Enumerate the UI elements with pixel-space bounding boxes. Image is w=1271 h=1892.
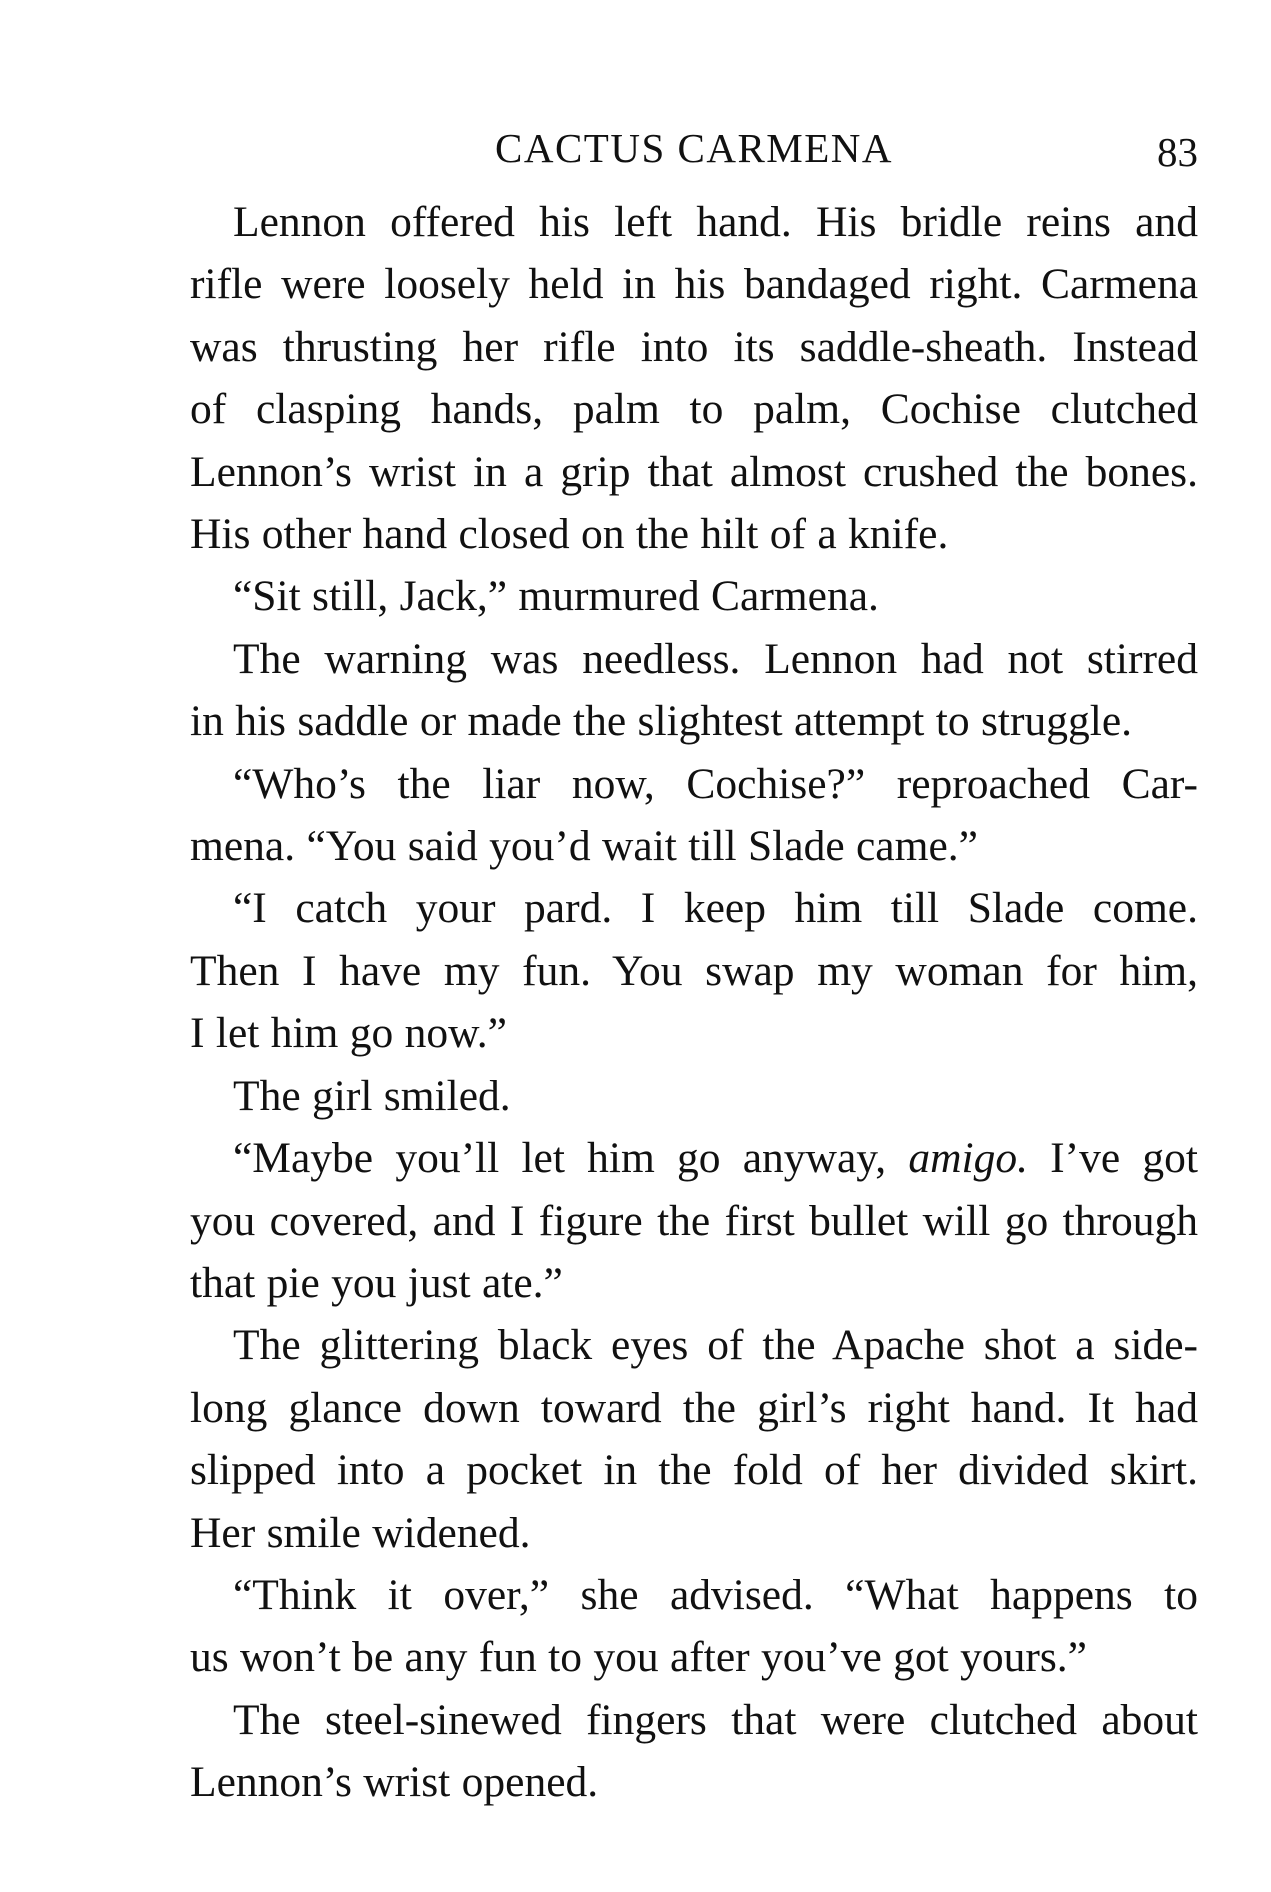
italic-word: amigo. (908, 1134, 1028, 1183)
text-line: “Sit still, Jack,” murmured Carmena. (233, 572, 879, 621)
text-line: long glance down toward the girl’s right hand. It had (190, 1383, 1198, 1432)
text-line: was thrusting her rifle into its saddle-sheath. Instead (190, 322, 1198, 371)
paragraph (190, 753, 1198, 878)
text-line: The glittering black eyes of the Apache shot a side- (233, 1321, 1198, 1370)
text-line: Her smile widened. (190, 1508, 531, 1557)
running-head (190, 118, 1198, 178)
text-segment: “Maybe you’ll let him go anyway, (233, 1134, 909, 1183)
text-line: “Who’s the liar now, Cochise?” reproached Car- (233, 759, 1198, 808)
paragraph (190, 1065, 1198, 1127)
paragraph (190, 628, 1198, 753)
paragraph (190, 191, 1198, 565)
text-line: His other hand closed on the hilt of a knife. (190, 510, 949, 559)
paragraph (190, 1127, 1198, 1314)
running-title: CACTUS CARMENA (494, 125, 894, 171)
text-line: Then I have my fun. You swap my woman for him, (190, 946, 1198, 995)
text-line: in his saddle or made the slightest attempt to struggle. (190, 697, 1133, 746)
text-body (190, 191, 1198, 1814)
text-segment: I’ve got (1027, 1134, 1198, 1183)
text-line: Lennon offered his left hand. His bridle reins and (233, 198, 1198, 246)
text-line: rifle were loosely held in his bandaged right. Carmena (190, 260, 1198, 309)
paragraph (190, 1314, 1198, 1564)
text-line: that pie you just ate.” (190, 1258, 563, 1307)
paragraph (190, 877, 1198, 1064)
page-number: 83 (1157, 129, 1198, 175)
text-line: slipped into a pocket in the fold of her divided skirt. (190, 1446, 1198, 1495)
text-line (190, 1127, 1198, 1189)
text-line: of clasping hands, palm to palm, Cochise clutched (190, 385, 1198, 434)
text-line: mena. “You said you’d wait till Slade came.” (190, 822, 978, 871)
text-line: “Think it over,” she advised. “What happens to (233, 1570, 1198, 1619)
text-line: us won’t be any fun to you after you’ve got yours.” (190, 1633, 1087, 1682)
paragraph (190, 565, 1198, 627)
text-line: The girl smiled. (233, 1071, 511, 1120)
text-line: you covered, and I figure the first bullet will go through (190, 1196, 1198, 1245)
text-line: The warning was needless. Lennon had not stirred (233, 634, 1198, 683)
text-line: Lennon’s wrist opened. (190, 1758, 599, 1807)
paragraph (190, 1689, 1198, 1814)
text-line: Lennon’s wrist in a grip that almost crushed the bones. (190, 447, 1198, 496)
text-line: The steel-sinewed fingers that were clutched about (233, 1695, 1198, 1744)
text-line: “I catch your pard. I keep him till Slade come. (233, 884, 1198, 933)
paragraph (190, 1564, 1198, 1689)
text-line: I let him go now.” (190, 1009, 507, 1058)
